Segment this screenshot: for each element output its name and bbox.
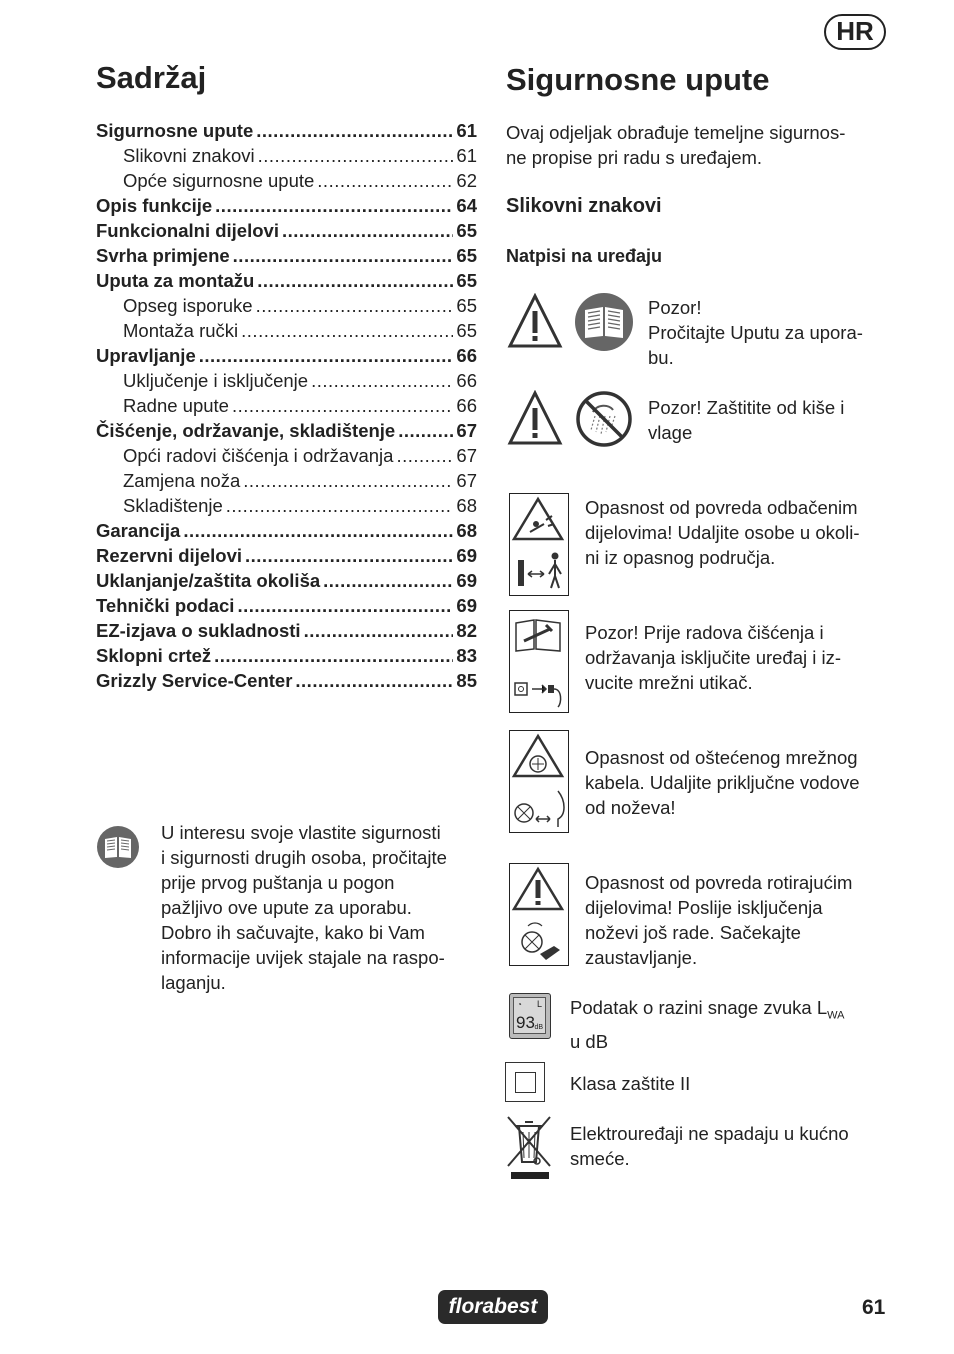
toc-entry xyxy=(96,245,477,270)
sign-text-9 xyxy=(570,1121,900,1171)
toc-leader-dots xyxy=(241,320,453,342)
toc-entry-page: 68 xyxy=(456,495,477,516)
damaged-cable-sign-icon xyxy=(509,730,569,833)
text-line: Pozor! xyxy=(648,297,702,318)
toc-entry xyxy=(96,170,477,195)
toc-entry xyxy=(96,195,477,220)
toc-leader-dots xyxy=(295,670,453,692)
toc-entry xyxy=(96,270,477,295)
no-rain-icon xyxy=(575,390,633,448)
toc-leader-dots xyxy=(232,395,453,417)
toc-entry-page: 65 xyxy=(456,320,477,341)
toc-entry-label: Rezervni dijelovi xyxy=(96,545,242,566)
toc-entry xyxy=(96,145,477,170)
brand-logo: florabest xyxy=(438,1290,548,1324)
toc-entry-page: 69 xyxy=(456,595,477,616)
toc-entry-page: 68 xyxy=(456,520,477,541)
toc-entry xyxy=(96,570,477,595)
toc-leader-dots xyxy=(258,145,454,167)
toc-entry-page: 61 xyxy=(456,145,477,166)
toc-entry-page: 67 xyxy=(456,470,477,491)
warning-triangle-icon xyxy=(507,390,563,446)
toc-entry-label: Svrha primjene xyxy=(96,245,230,266)
text-line: održavanja isključite uređaj i iz- xyxy=(585,647,842,668)
toc-entry-label: Upravljanje xyxy=(96,345,196,366)
text-line: dijelovima! Poslije isključenja xyxy=(585,897,823,918)
toc-entry-page: 67 xyxy=(456,420,477,441)
toc-leader-dots xyxy=(311,370,453,392)
rotating-blades-sign-icon xyxy=(509,863,569,966)
toc-entry-label: Montaža ručki xyxy=(123,320,239,341)
toc-entry xyxy=(96,670,477,695)
text-line: Dobro ih sačuvajte, kako bi Vam xyxy=(161,922,425,943)
toc-leader-dots xyxy=(215,195,453,217)
text-line: kabela. Udaljite priključne vodove xyxy=(585,772,860,793)
toc-entry-label: Garancija xyxy=(96,520,181,541)
text-line: od noževa! xyxy=(585,797,676,818)
text-line: bu. xyxy=(648,347,674,368)
toc-entry-page: 82 xyxy=(456,620,477,641)
toc-entry-page: 61 xyxy=(456,120,477,141)
toc-entry-page: 66 xyxy=(456,345,477,366)
toc-entry-label: Sigurnosne upute xyxy=(96,120,254,141)
text-line: Opasnost od povreda rotirajućim xyxy=(585,872,853,893)
toc-entry-label: Opći radovi čišćenja i održavanja xyxy=(123,445,394,466)
page-number: 61 xyxy=(862,1296,886,1319)
toc-entry xyxy=(96,395,477,420)
text-line: vucite mrežni utikač. xyxy=(585,672,753,693)
toc-leader-dots xyxy=(317,170,453,192)
text-line: smeće. xyxy=(570,1148,630,1169)
toc-leader-dots xyxy=(233,245,454,267)
toc-entry-page: 62 xyxy=(456,170,477,191)
toc-entry-label: Funkcionalni dijelovi xyxy=(96,220,279,241)
text-line: prije prvog puštanja u pogon xyxy=(161,872,395,893)
toc-entry-page: 66 xyxy=(456,370,477,391)
toc-entry xyxy=(96,620,477,645)
text-line: vlage xyxy=(648,422,693,443)
toc-entry xyxy=(96,470,477,495)
toc-entry-label: Opće sigurnosne upute xyxy=(123,170,315,191)
text-line: Pozor! Prije radova čišćenja i xyxy=(585,622,824,643)
subsection-heading: Natpisi na uređaju xyxy=(506,246,663,266)
toc-entry-page: 65 xyxy=(456,270,477,291)
toc-entry xyxy=(96,320,477,345)
toc-entry xyxy=(96,295,477,320)
toc-entry xyxy=(96,445,477,470)
safety-title: Sigurnosne upute xyxy=(506,62,770,97)
toc-entry-label: Slikovni znakovi xyxy=(123,145,255,166)
toc-entry-label: Uputa za montažu xyxy=(96,270,255,291)
toc-entry-label: Opseg isporuke xyxy=(123,295,253,316)
toc-title: Sadržaj xyxy=(96,60,207,95)
toc-entry-label: Grizzly Service-Center xyxy=(96,670,293,691)
toc-entry-label: EZ-izjava o sukladnosti xyxy=(96,620,301,641)
text-line: Klasa zaštite II xyxy=(570,1073,691,1094)
toc-entry-label: Radne upute xyxy=(123,395,229,416)
toc-entry xyxy=(96,120,477,145)
toc-entry-label: Skladištenje xyxy=(123,495,223,516)
toc-leader-dots xyxy=(245,545,453,567)
toc-entry xyxy=(96,520,477,545)
toc-entry-page: 83 xyxy=(456,645,477,666)
toc-entry-page: 85 xyxy=(456,670,477,691)
text-line: zaustavljanje. xyxy=(585,947,698,968)
toc-entry-page: 65 xyxy=(456,295,477,316)
sign-text-6 xyxy=(585,870,905,970)
sign-text-8 xyxy=(570,1071,900,1096)
thrown-objects-sign-icon xyxy=(509,493,569,596)
text-line: dijelovima! Udaljite osobe u okoli- xyxy=(585,522,860,543)
toc-leader-dots xyxy=(237,595,453,617)
toc-entry-page: 65 xyxy=(456,220,477,241)
text-line: pažljivo ove upute za uporabu. xyxy=(161,897,412,918)
warning-triangle-icon xyxy=(507,293,563,349)
text-line: Opasnost od povreda odbačenim xyxy=(585,497,858,518)
toc-entry-label: Uključenje i isključenje xyxy=(123,370,309,391)
toc-entry xyxy=(96,345,477,370)
text-line: ne propise pri radu s uređajem. xyxy=(506,147,763,168)
text-line: ni iz opasnog područja. xyxy=(585,547,776,568)
sound-level-icon: ◔ L 93 dB xyxy=(509,993,551,1039)
toc-leader-dots xyxy=(396,445,453,467)
text-line: Pročitajte Uputu za upora- xyxy=(648,322,863,343)
toc-entry-label: Tehnički podaci xyxy=(96,595,235,616)
toc-leader-dots xyxy=(199,345,454,367)
toc-entry-page: 66 xyxy=(456,395,477,416)
toc-entry xyxy=(96,595,477,620)
book-icon xyxy=(97,826,139,868)
language-badge: HR xyxy=(824,14,886,50)
toc-entry xyxy=(96,545,477,570)
toc-entry xyxy=(96,495,477,520)
toc-leader-dots xyxy=(226,495,454,517)
sign-text-4 xyxy=(585,620,905,695)
sign-text-1 xyxy=(648,295,898,370)
text-line: U interesu svoje vlastite sigurnosti xyxy=(161,822,441,843)
toc-entry-label: Sklopni crtež xyxy=(96,645,212,666)
protection-class-ii-icon xyxy=(505,1062,545,1102)
unplug-before-maintenance-icon xyxy=(509,610,569,713)
sign-text-7: Podatak o razini snage zvuka $L_{WA}$ u dB xyxy=(570,997,845,1052)
toc-entry-label: Čišćenje, održavanje, skladištenje xyxy=(96,420,396,441)
section-heading: Slikovni znakovi xyxy=(506,195,662,217)
text-line: Pozor! Zaštitite od kiše i xyxy=(648,397,845,418)
manual-note xyxy=(161,820,481,995)
toc-entry xyxy=(96,645,477,670)
crossed-out-bin-icon xyxy=(505,1114,553,1180)
toc-leader-dots xyxy=(282,220,453,242)
toc-entry-label: Opis funkcije xyxy=(96,195,213,216)
toc-entry xyxy=(96,370,477,395)
toc-entry-page: 69 xyxy=(456,570,477,591)
toc-entry-page: 67 xyxy=(456,445,477,466)
safety-intro xyxy=(506,120,896,170)
toc-entry-label: Zamjena noža xyxy=(123,470,241,491)
toc-leader-dots xyxy=(304,620,454,642)
table-of-contents xyxy=(96,120,477,695)
toc-leader-dots xyxy=(183,520,453,542)
toc-entry xyxy=(96,220,477,245)
toc-leader-dots xyxy=(398,420,453,442)
toc-leader-dots xyxy=(243,470,453,492)
sign-text-2 xyxy=(648,395,898,445)
text-line: informacije uvijek stajale na raspo- xyxy=(161,947,445,968)
sign-text-5 xyxy=(585,745,905,820)
text-line: Ovaj odjeljak obrađuje temeljne sigurnos- xyxy=(506,122,846,143)
toc-entry-label: Uklanjanje/zaštita okoliša xyxy=(96,570,321,591)
toc-leader-dots xyxy=(257,270,453,292)
toc-leader-dots xyxy=(323,570,453,592)
text-line: noževi još rade. Sačekajte xyxy=(585,922,801,943)
toc-leader-dots xyxy=(214,645,453,667)
text-line: Elektrouređaji ne spadaju u kućno xyxy=(570,1123,849,1144)
read-manual-icon xyxy=(575,293,633,351)
toc-leader-dots xyxy=(256,295,454,317)
toc-entry-page: 65 xyxy=(456,245,477,266)
text-line: i sigurnosti drugih osoba, pročitajte xyxy=(161,847,447,868)
sign-text-3 xyxy=(585,495,905,570)
toc-leader-dots xyxy=(256,120,453,142)
text-line: laganju. xyxy=(161,972,226,993)
speaker-icon: ◔ xyxy=(517,1000,522,1009)
toc-entry xyxy=(96,420,477,445)
text-line: Opasnost od oštećenog mrežnog xyxy=(585,747,858,768)
toc-entry-page: 69 xyxy=(456,545,477,566)
toc-entry-page: 64 xyxy=(456,195,477,216)
